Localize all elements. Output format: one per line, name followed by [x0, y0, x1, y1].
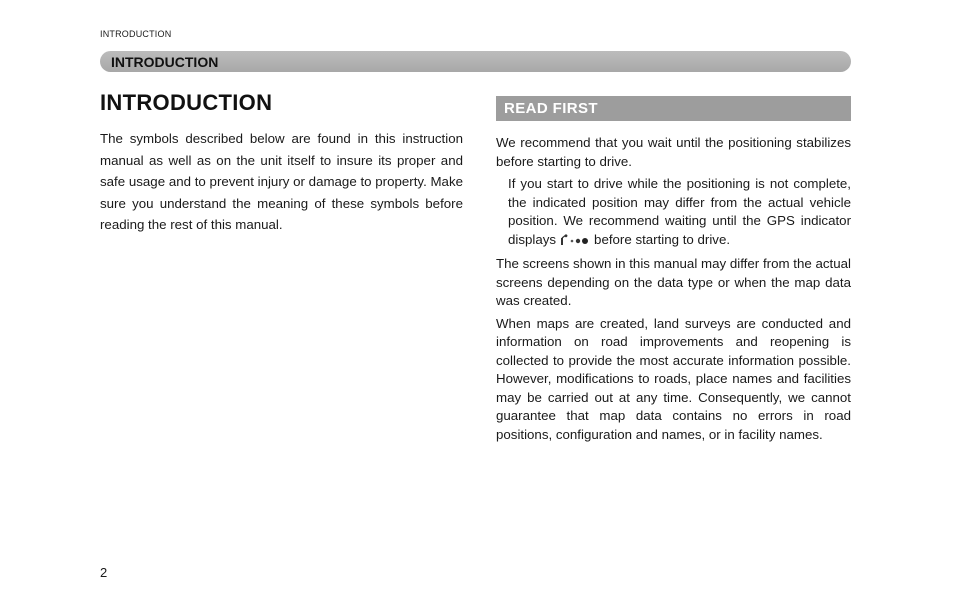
- read-first-column: [496, 96, 851, 444]
- read-first-paragraph-4: When maps are created, land surveys are conducted and information on road improvements and reopening is collected to provide the most accurate information possible. However, modifications to roads, place names and facilities may be carried out at any time. Consequently, we cannot guarantee that map data contains no errors in road positions, configuration and names, or in facility names.: [496, 315, 851, 442]
- running-header: INTRODUCTION: [100, 29, 172, 39]
- page-title: INTRODUCTION: [100, 90, 273, 115]
- read-first-paragraph-1: We recommend that you wait until the positioning stabilizes before starting to drive.: [496, 135, 851, 169]
- read-first-title: READ FIRST: [504, 100, 598, 117]
- introduction-paragraph: The symbols described below are found in this instruction manual as well as on the unit itself to insure its proper and safe usage and to prevent injury or damage to property. Make sure you understand the meaning of these symbols before reading the rest of this manual.: [100, 131, 463, 232]
- section-header-bar: [100, 51, 851, 72]
- read-first-paragraph-2: [496, 175, 851, 251]
- paragraph-2-text-before-icon: If you start to drive while the positioning is not complete, the indicated position may differ from the actual vehicle position. We recommend waiting until the GPS indicator displays: [508, 176, 851, 247]
- section-header-title: INTRODUCTION: [111, 53, 219, 70]
- paragraph-2-text-after-icon: before starting to drive.: [594, 231, 731, 247]
- introduction-column: [100, 90, 463, 236]
- read-first-paragraph-3: The screens shown in this manual may differ from the actual screens depending on the data type or when the map data was created.: [496, 256, 851, 308]
- gps-indicator-icon: [560, 233, 590, 252]
- page-number: 2: [100, 565, 108, 580]
- read-first-header: [496, 96, 851, 121]
